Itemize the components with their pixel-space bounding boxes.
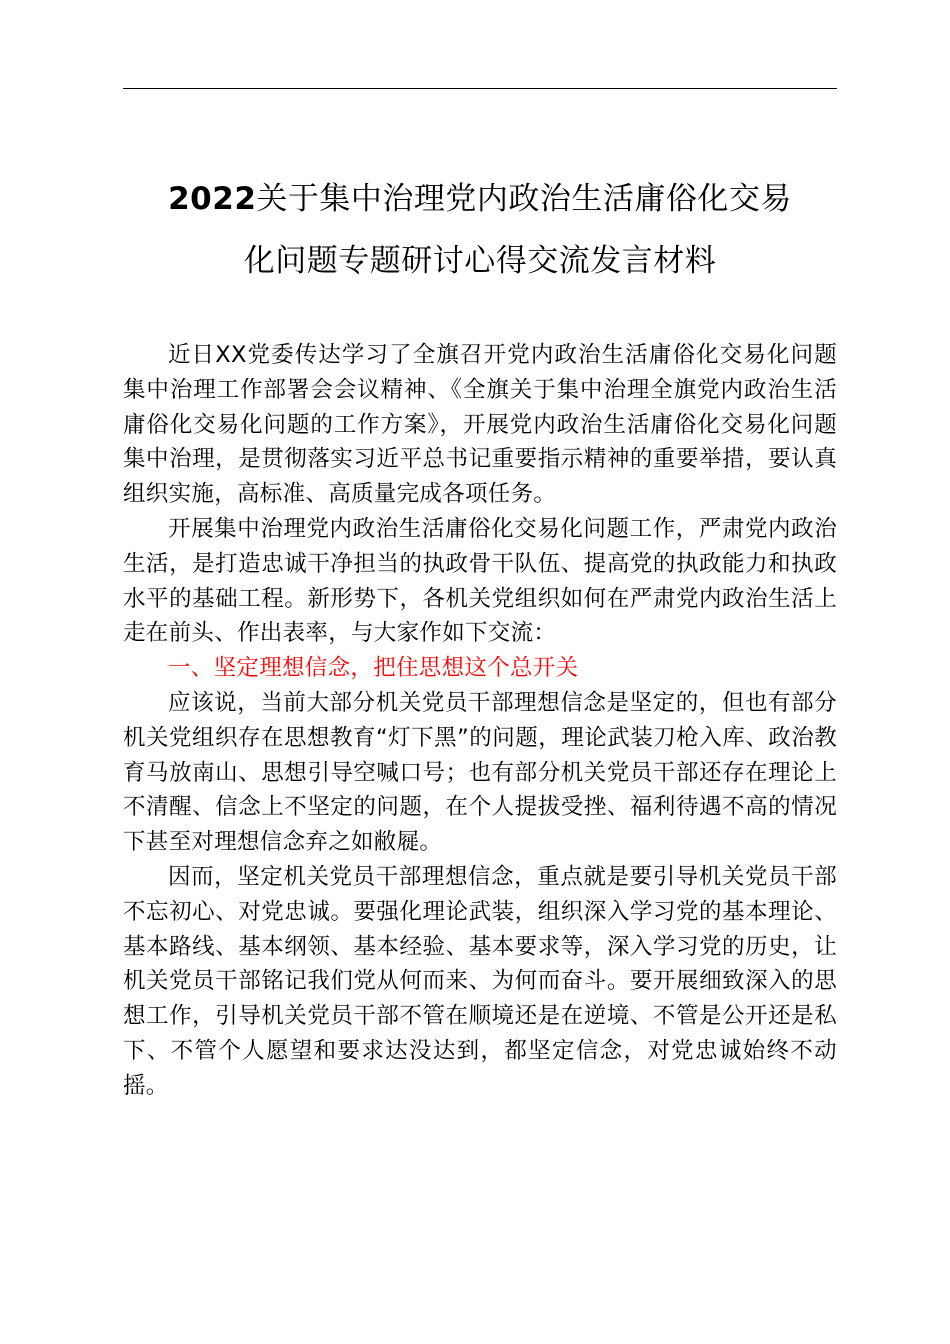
paragraph-intro: 近日XX党委传达学习了全旗召开党内政治生活庸俗化交易化问题集中治理工作部署会会议精神、《全旗关于集中治理全旗党内政治生活庸俗化交易化问题的工作方案》，开展党内政治生活庸俗化交易化问题集中治理，是贯彻落实习近平总书记重要指示精神的重要举措，要认真组织实施，高标准、高质量完成各项任务。 [123, 342, 837, 508]
section-1-paragraph-1: 应该说，当前大部分机关党员干部理想信念是坚定的，但也有部分机关党组织存在思想教育“灯下黑”的问题，理论武装刀枪入库、政治教育马放南山、思想引导空喊口号；也有部分机关党员干部还存在理论上不清醒、信念上不坚定的问题，在个人提拔受挫、福利待遇不高的情况下甚至对理想信念弃之如敝屣。 [123, 689, 837, 856]
title-line-2: 化问题专题研讨心得交流发言材料 [243, 243, 717, 279]
section-1-paragraph-2: 因而，坚定机关党员干部理想信念，重点就是要引导机关党员干部不忘初心、对党忠诚。要强化理论武装，组织深入学习党的基本理论、基本路线、基本纲领、基本经验、基本要求等，深入学习党的历史，让机关党员干部铭记我们党从何而来、为何而奋斗。要开展细致深入的思想工作，引导机关党员干部不管在顺境还是在逆境、不管是公开还是私下、不管个人愿望和要求达没达到，都坚定信念，对党忠诚始终不动摇。 [123, 863, 837, 1099]
title-line-1 [110, 168, 850, 230]
title-year: 2022 [168, 181, 257, 217]
document-body [123, 338, 837, 1104]
document-title [110, 168, 850, 292]
section-heading-1: 一、坚定理想信念，把住思想这个总开关 [168, 655, 579, 682]
header-rule [123, 88, 837, 89]
title-line-1-text: 关于集中治理党内政治生活庸俗化交易 [256, 181, 792, 217]
paragraph-context: 开展集中治理党内政治生活庸俗化交易化问题工作，严肃党内政治生活，是打造忠诚干净担当的执政骨干队伍、提高党的执政能力和执政水平的基础工程。新形势下，各机关党组织如何在严肃党内政治生活上走在前头、作出表率，与大家作如下交流： [123, 515, 837, 647]
